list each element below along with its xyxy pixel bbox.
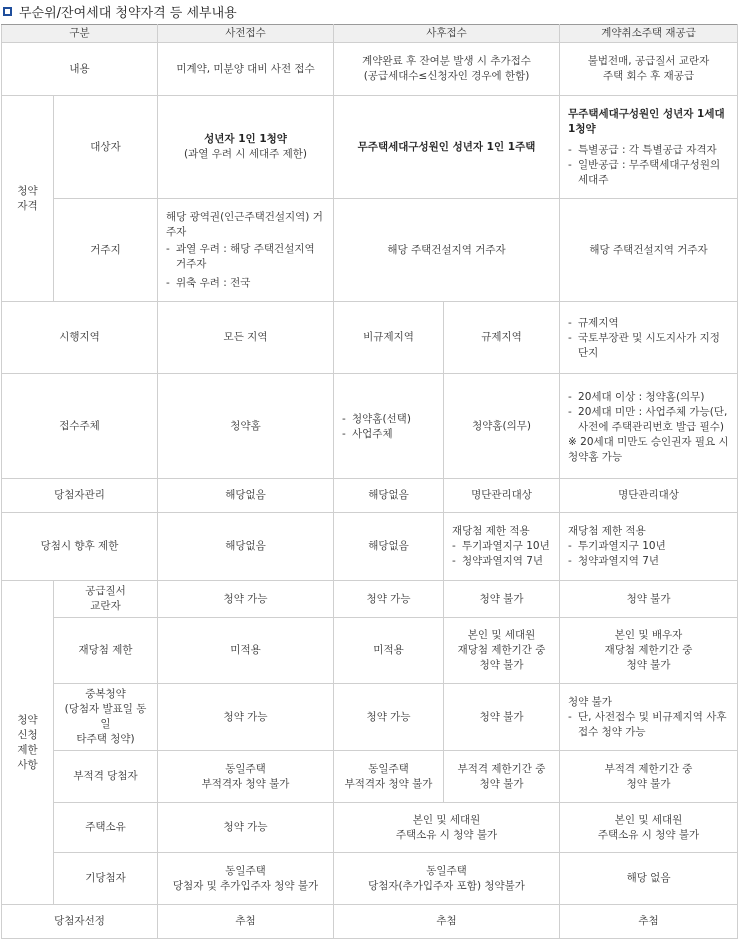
cell: 청약 가능 (158, 803, 334, 853)
bullet-list (568, 316, 729, 361)
cell: 미적용 (334, 618, 444, 684)
row-label: 대상자 (54, 96, 158, 199)
header-post: 사후접수 (334, 25, 560, 43)
cell-line: 재당첨 제한 적용 (568, 525, 646, 537)
cell: 부적격 제한기간 중 청약 불가 (560, 751, 738, 803)
cell: 추첨 (158, 905, 334, 939)
cell-line: 주택 회수 후 재공급 (602, 70, 695, 82)
cell: 동일주택 부적격자 청약 불가 (334, 751, 444, 803)
list-item: - 위축 우려 : 전국 (166, 276, 325, 291)
group-label: 청약 신청 제한 사항 (2, 581, 54, 905)
cell: 본인 및 세대원 주택소유 시 청약 불가 (334, 803, 560, 853)
cell: 청약홈(의무) (444, 374, 560, 479)
cell: 해당없음 (334, 479, 444, 513)
header-row (2, 25, 738, 43)
table-row (2, 618, 738, 684)
cell: 본인 및 세대원 재당첨 제한기간 중 청약 불가 (444, 618, 560, 684)
row-label: 당첨시 향후 제한 (2, 513, 158, 581)
bullet-list (166, 242, 325, 291)
list-item: - 20세대 미만 : 사업주체 가능(단, 사전에 주택관리번호 발급 필수) (568, 405, 729, 435)
eligibility-table (1, 24, 738, 939)
cell (334, 43, 560, 96)
table-row (2, 199, 738, 302)
cell (560, 302, 738, 374)
cell: 모든 지역 (158, 302, 334, 374)
cell-line: (과열 우려 시 세대주 제한) (184, 148, 307, 160)
cell-line: 성년자 1인 1청약 (204, 133, 287, 145)
cell: 청약 불가 (444, 581, 560, 618)
row-label: 중복청약 (당첨자 발표일 동일 타주택 청약) (54, 684, 158, 751)
cell: 동일주택 당첨자(추가입주자 포함) 청약불가 (334, 853, 560, 905)
list-item: - 일반공급 : 무주택세대구성원의 세대주 (568, 158, 729, 188)
table-row (2, 751, 738, 803)
cell: 무주택세대구성원인 성년자 1인 1주택 (334, 96, 560, 199)
bullet-list (568, 143, 729, 188)
section-title (0, 0, 237, 22)
cell (444, 513, 560, 581)
group-label: 청약 자격 (2, 96, 54, 302)
cell: 청약 가능 (158, 581, 334, 618)
cell: 청약 가능 (334, 581, 444, 618)
row-label: 접수주체 (2, 374, 158, 479)
bullet-list (568, 539, 729, 569)
cell: 명단관리대상 (444, 479, 560, 513)
table-row (2, 905, 738, 939)
table-row (2, 96, 738, 199)
cell-line: 청약 불가 (568, 695, 612, 708)
header-pre: 사전접수 (158, 25, 334, 43)
cell: 청약홈 (158, 374, 334, 479)
table-row (2, 374, 738, 479)
cell (560, 374, 738, 479)
cell-line: 불법전매, 공급질서 교란자 (587, 55, 710, 67)
list-item: - 투기과열지구 10년 (452, 539, 551, 554)
row-label: 공급질서 교란자 (54, 581, 158, 618)
list-item: - 20세대 이상 : 청약홈(의무) (568, 390, 729, 405)
cell (560, 684, 738, 751)
cell: 규제지역 (444, 302, 560, 374)
list-item: - 특별공급 : 각 특별공급 자격자 (568, 143, 729, 158)
cell: 미적용 (158, 618, 334, 684)
cell (334, 374, 444, 479)
row-label: 시행지역 (2, 302, 158, 374)
cell: 비규제지역 (334, 302, 444, 374)
cell: 동일주택 당첨자 및 추가입주자 청약 불가 (158, 853, 334, 905)
list-item: - 사업주체 (342, 427, 435, 442)
list-item: - 청약과열지역 7년 (452, 554, 551, 569)
cell: 해당 주택건설지역 거주자 (334, 199, 560, 302)
cell-line: 무주택세대구성원인 성년자 1세대 1청약 (568, 107, 725, 135)
cell: 해당없음 (334, 513, 444, 581)
cell (158, 96, 334, 199)
header-cancel: 계약취소주택 재공급 (560, 25, 738, 43)
cell: 본인 및 세대원 주택소유 시 청약 불가 (560, 803, 738, 853)
square-bullet-icon (3, 7, 12, 16)
row-label: 재당첨 제한 (54, 618, 158, 684)
cell: 해당없음 (158, 479, 334, 513)
cell: 해당 없음 (560, 853, 738, 905)
bullet-list (452, 539, 551, 569)
note-text: ※ 20세대 미만도 승인권자 필요 시 청약홈 가능 (568, 435, 729, 463)
cell: 추첨 (560, 905, 738, 939)
row-label: 당첨자관리 (2, 479, 158, 513)
cell: 해당 주택건설지역 거주자 (560, 199, 738, 302)
list-item: - 청약과열지역 7년 (568, 554, 729, 569)
cell: 동일주택 부적격자 청약 불가 (158, 751, 334, 803)
cell-line: 재당첨 제한 적용 (452, 525, 530, 537)
cell-line: (공급세대수≤신청자인 경우에 한함) (363, 70, 530, 82)
table-row (2, 803, 738, 853)
cell (560, 513, 738, 581)
cell (560, 43, 738, 96)
row-label: 거주지 (54, 199, 158, 302)
table-row (2, 479, 738, 513)
table-row (2, 853, 738, 905)
section-title-text: 무순위/잔여세대 청약자격 등 세부내용 (19, 5, 237, 21)
bullet-list (568, 390, 729, 435)
cell-line: 해당 광역권(인근주택건설지역) 거주자 (166, 210, 323, 238)
cell: 해당없음 (158, 513, 334, 581)
cell: 청약 가능 (334, 684, 444, 751)
cell-line: 계약완료 후 잔여분 발생 시 추가접수 (362, 55, 531, 67)
row-label: 당첨자선정 (2, 905, 158, 939)
table-row (2, 302, 738, 374)
bullet-list (568, 710, 729, 740)
row-label: 주택소유 (54, 803, 158, 853)
list-item: - 단, 사전접수 및 비규제지역 사후접수 청약 가능 (568, 710, 729, 740)
cell: 본인 및 배우자 재당첨 제한기간 중 청약 불가 (560, 618, 738, 684)
list-item: - 과열 우려 : 해당 주택건설지역 거주자 (166, 242, 325, 272)
list-item: - 규제지역 (568, 316, 729, 331)
cell: 청약 불가 (560, 581, 738, 618)
row-label: 내용 (2, 43, 158, 96)
cell (158, 199, 334, 302)
table-row (2, 513, 738, 581)
table-row (2, 684, 738, 751)
table-row (2, 43, 738, 96)
row-label: 부적격 당첨자 (54, 751, 158, 803)
cell: 청약 가능 (158, 684, 334, 751)
cell: 부적격 제한기간 중 청약 불가 (444, 751, 560, 803)
cell: 추첨 (334, 905, 560, 939)
cell: 청약 불가 (444, 684, 560, 751)
row-label: 기당첨자 (54, 853, 158, 905)
cell: 미계약, 미분양 대비 사전 접수 (158, 43, 334, 96)
list-item: - 청약홈(선택) (342, 412, 435, 427)
table-row (2, 581, 738, 618)
bullet-list (342, 412, 435, 442)
list-item: - 국토부장관 및 시도지사가 지정 단지 (568, 331, 729, 361)
header-gubun: 구분 (2, 25, 158, 43)
list-item: - 투기과열지구 10년 (568, 539, 729, 554)
cell (560, 96, 738, 199)
cell: 명단관리대상 (560, 479, 738, 513)
